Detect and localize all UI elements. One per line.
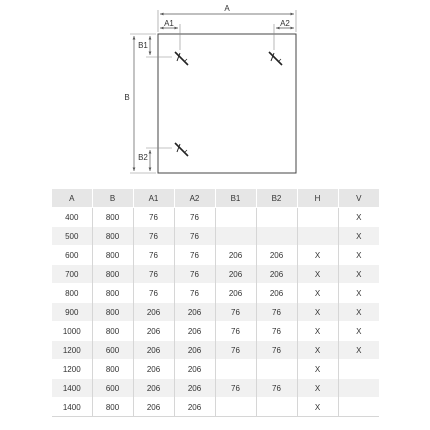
dimension-label-a2: A2 (280, 19, 290, 28)
table-cell: X (338, 265, 379, 284)
column-header-b: B (92, 189, 133, 208)
table-row (52, 208, 379, 227)
column-header-h: H (297, 189, 338, 208)
table-cell: 76 (174, 227, 215, 246)
table-cell: X (338, 284, 379, 303)
table-cell: 206 (133, 322, 174, 341)
table-cell: X (338, 322, 379, 341)
table-cell: 800 (92, 398, 133, 417)
screw-icon (175, 52, 188, 65)
table-cell: 76 (215, 322, 256, 341)
table-cell: X (297, 246, 338, 265)
table-cell: 76 (256, 341, 297, 360)
table-cell: 800 (92, 360, 133, 379)
table-row (52, 398, 379, 417)
screw-icon (175, 143, 188, 156)
table-cell: 206 (174, 360, 215, 379)
table-cell: 206 (174, 379, 215, 398)
table-row (52, 322, 379, 341)
table-row (52, 360, 379, 379)
table-cell: 206 (215, 265, 256, 284)
table-cell: 800 (52, 284, 92, 303)
table-cell: 206 (133, 360, 174, 379)
table-cell: 76 (174, 246, 215, 265)
table-cell: 206 (256, 265, 297, 284)
table-cell (256, 360, 297, 379)
table-cell (256, 208, 297, 227)
table-cell: 800 (92, 322, 133, 341)
column-header-a1: A1 (133, 189, 174, 208)
table-cell: 1000 (52, 322, 92, 341)
table-cell: 800 (92, 303, 133, 322)
table-cell (215, 227, 256, 246)
screw-icon (269, 52, 282, 65)
table-cell: 206 (174, 341, 215, 360)
table-cell (338, 398, 379, 417)
table-cell: 700 (52, 265, 92, 284)
table-cell: 206 (174, 398, 215, 417)
table-cell: 500 (52, 227, 92, 246)
table-cell: X (297, 360, 338, 379)
dimension-table (52, 189, 379, 417)
table-header-row (52, 189, 379, 208)
table-cell: X (338, 303, 379, 322)
table-cell: 800 (92, 227, 133, 246)
table-cell: 900 (52, 303, 92, 322)
table-cell: 400 (52, 208, 92, 227)
table-cell: X (297, 265, 338, 284)
table-cell: X (297, 341, 338, 360)
dimension-label-a: A (224, 4, 230, 13)
table-cell: 76 (256, 379, 297, 398)
table-cell: 76 (256, 322, 297, 341)
dimension-label-b2: B2 (138, 153, 148, 162)
table-cell: 206 (133, 303, 174, 322)
table-cell: 76 (133, 265, 174, 284)
table-cell: X (338, 208, 379, 227)
table-cell: 206 (256, 246, 297, 265)
table-cell: 76 (133, 246, 174, 265)
column-header-v: V (338, 189, 379, 208)
table-cell: 76 (174, 284, 215, 303)
table-cell: 206 (215, 246, 256, 265)
table-cell: 206 (133, 379, 174, 398)
table-cell: X (338, 246, 379, 265)
table-cell: 1400 (52, 379, 92, 398)
table-cell (215, 208, 256, 227)
table-cell: 600 (52, 246, 92, 265)
table-cell: X (297, 284, 338, 303)
table-cell: X (297, 398, 338, 417)
dimension-diagram (0, 0, 430, 185)
table-cell: 206 (215, 284, 256, 303)
column-header-b1: B1 (215, 189, 256, 208)
column-header-b2: B2 (256, 189, 297, 208)
table-cell: 76 (133, 227, 174, 246)
table-cell: 76 (256, 303, 297, 322)
table-cell: 206 (174, 303, 215, 322)
table-row (52, 265, 379, 284)
table-cell (297, 208, 338, 227)
table-row (52, 246, 379, 265)
table-row (52, 379, 379, 398)
table-cell: 76 (133, 284, 174, 303)
table-cell: 76 (215, 379, 256, 398)
table-cell: 800 (92, 208, 133, 227)
table-cell (297, 227, 338, 246)
table-cell: 76 (215, 341, 256, 360)
table-cell: X (338, 227, 379, 246)
table-cell: 206 (256, 284, 297, 303)
table-cell: 600 (92, 379, 133, 398)
column-header-a2: A2 (174, 189, 215, 208)
table-row (52, 341, 379, 360)
table-row (52, 303, 379, 322)
table-cell: 76 (133, 208, 174, 227)
table-cell: 800 (92, 265, 133, 284)
table-row (52, 227, 379, 246)
table-row (52, 284, 379, 303)
table-cell: X (297, 322, 338, 341)
dimension-label-b1: B1 (138, 41, 148, 50)
table-cell: 76 (174, 265, 215, 284)
table-cell (338, 379, 379, 398)
table-cell: 800 (92, 284, 133, 303)
table-cell (338, 360, 379, 379)
table-cell: 76 (215, 303, 256, 322)
table-cell: 76 (174, 208, 215, 227)
table-cell: 1200 (52, 360, 92, 379)
table-cell: 206 (133, 341, 174, 360)
table-cell: 206 (174, 322, 215, 341)
table-cell: X (338, 341, 379, 360)
table-cell (215, 360, 256, 379)
table-cell: X (297, 379, 338, 398)
table-cell: 206 (133, 398, 174, 417)
column-header-a: A (52, 189, 92, 208)
dimension-label-b: B (124, 93, 130, 102)
table-cell: 1200 (52, 341, 92, 360)
table-cell: 600 (92, 341, 133, 360)
table-cell (256, 227, 297, 246)
table-cell: 800 (92, 246, 133, 265)
table-cell: X (297, 303, 338, 322)
table-cell (256, 398, 297, 417)
table-cell (215, 398, 256, 417)
dimension-label-a1: A1 (164, 19, 174, 28)
table-cell: 1400 (52, 398, 92, 417)
